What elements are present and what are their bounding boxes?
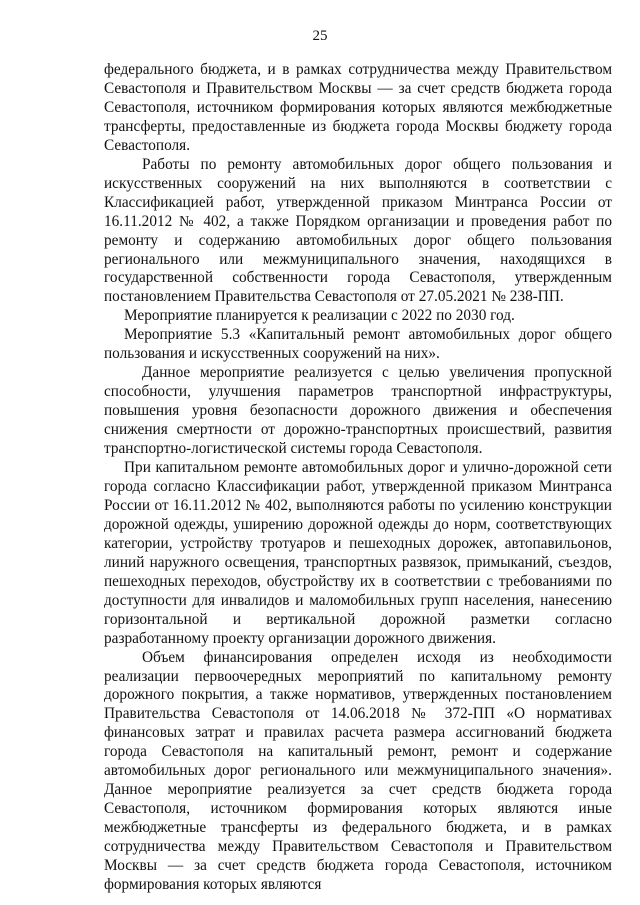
paragraph-continuation: федерального бюджета, и в рамках сотрудничества между Правительством Севастополя и Правительством Москвы — за счет средств бюджета города Севастополя, источником формирования которых являются межбюджетные трансферты, предоставленные из бюджета города Москвы бюджету города Севастополя. xyxy=(104,61,612,154)
paragraph-measure-heading: Мероприятие 5.3 «Капитальный ремонт автомобильных дорог общего пользования и искусственных сооружений на них». xyxy=(104,326,612,363)
paragraph-implementation-period: Мероприятие планируется к реализации с 2022 по 2030 год. xyxy=(124,307,515,325)
paragraph-funding: Объем финансирования определен исходя из необходимости реализации первоочередных мероприятий по капитальному ремонту дорожного покрытия, а также нормативов, утвержденных постановлением Правительства Севастополя от 14.06.2018 № 372-ПП «О нормативах финансовых затрат и правилах расчета размера ассигнований бюджета города Севастополя на капитальный ремонт, ремонт и содержание автомобильных дорог регионального или межмуниципального значения». Данное мероприятие реализуется за счет средств бюджета города Севастополя, источником формирования которых являются иные межбюджетные трансферты из федерального бюджета, и в рамках сотрудничества между Правительством Севастополя и Правительством Москвы — за счет средств бюджета города Севастополя, источником формирования которых являются xyxy=(104,648,612,893)
paragraph-repair-works: Работы по ремонту автомобильных дорог общего пользования и искусственных сооружений на них выполняются в соответствии с Классификацией работ, утвержденной приказом Минтранса России от 16.11.2012 № 402, а также Порядком организации и проведения работ по ремонту и содержанию автомобильных дорог общего пользования регионального или межмуниципального значения, находящихся в государственной собственности города Севастополя, утвержденным постановлением Правительства Севастополя от 27.05.2021 № 238-ПП. xyxy=(104,155,612,306)
page-body xyxy=(104,61,612,895)
paragraph-capital-repair-works: При капитальном ремонте автомобильных дорог и улично-дорожной сети города согласно Классификации работ, утвержденной приказом Минтранса России от 16.11.2012 № 402, выполняются работы по усилению конструкции дорожной одежды, уширению дорожной одежды до норм, соответствующих категории, устройству тротуаров и пешеходных дорожек, автопавильонов, линий наружного освещения, транспортных развязок, примыканий, съездов, пешеходных переходов, обустройству их в соответствии с требованиями по доступности для инвалидов и маломобильных групп населения, нанесению горизонтальной и вертикальной дорожной разметки согласно разработанному проекту организации дорожного движения. xyxy=(104,459,612,647)
page-number: 25 xyxy=(312,28,328,44)
paragraph-measure-purpose: Данное мероприятие реализуется с целью увеличения пропускной способности, улучшения параметров транспортной инфраструктуры, повышения уровня безопасности дорожного движения и обеспечения снижения смертности от дорожно-транспортных происшествий, развития транспортно-логистической системы города Севастополя. xyxy=(104,364,612,458)
